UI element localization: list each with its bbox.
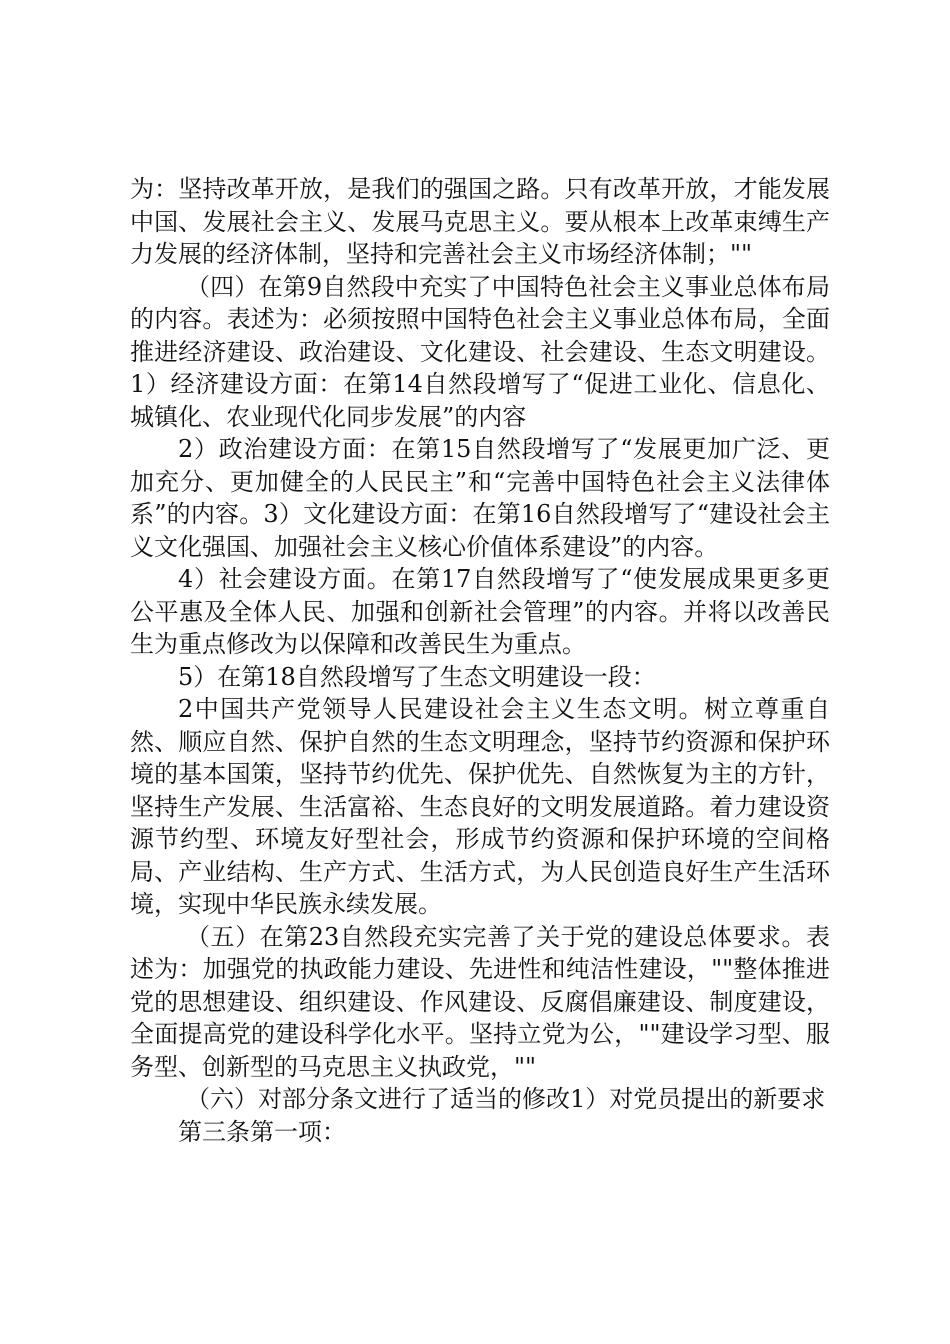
paragraph-7: （五）在第23自然段充实完善了关于党的建设总体要求。表述为：加强党的执政能力建设、先进性和纯洁性建设，""整体推进党的思想建设、组织建设、作风建设、反腐倡廉建设、制度建设，全面提高党的建设科学化水平。坚持立党为公，""建设学习型、服务型、创新型的马克思主义执政党，"": [130, 922, 830, 1081]
paragraph-8: （六）对部分条文进行了适当的修改1）对党员提出的新要求: [186, 1085, 826, 1113]
paragraph-3: 2）政治建设方面：在第15自然段增写了“发展更加广泛、更加充分、更加健全的人民民主”和“完善中国特色社会主义法律体系”的内容。3）文化建设方面：在第16自然段增写了“建设社会主义文化强国、加强社会主义核心价值体系建设”的内容。: [130, 435, 830, 561]
paragraph-1: 为：坚持改革开放，是我们的强国之路。只有改革开放，才能发展中国、发展社会主义、发展马克思主义。要从根本上改革束缚生产力发展的经济体制，坚持和完善社会主义市场经济体制；"": [130, 175, 830, 268]
document-body: [130, 173, 830, 1148]
paragraph-5: 5）在第18自然段增写了生态文明建设一段：: [178, 662, 656, 691]
paragraph-4: 4）社会建设方面。在第17自然段增写了“使发展成果更多更公平惠及全体人民、加强和创新社会管理”的内容。并将以改善民生为重点修改为以保障和改善民生为重点。: [130, 565, 830, 658]
paragraph-9: 第三条第一项：: [178, 1117, 346, 1146]
paragraph-6: 2中国共产党领导人民建设社会主义生态文明。树立尊重自然、顺应自然、保护自然的生态文明理念，坚持节约资源和保护环境的基本国策，坚持节约优先、保护优先、自然恢复为主的方针，坚持生产发展、生活富裕、生态良好的文明发展道路。着力建设资源节约型、环境友好型社会，形成节约资源和保护环境的空间格局、产业结构、生产方式、生活方式，为人民创造良好生产生活环境，实现中华民族永续发展。: [130, 695, 830, 918]
paragraph-2: （四）在第9自然段中充实了中国特色社会主义事业总体布局的内容。表述为：必须按照中国特色社会主义事业总体布局，全面推进经济建设、政治建设、文化建设、社会建设、生态文明建设。1）经济建设方面：在第14自然段增写了“促进工业化、信息化、城镇化、农业现代化同步发展”的内容: [130, 272, 830, 431]
